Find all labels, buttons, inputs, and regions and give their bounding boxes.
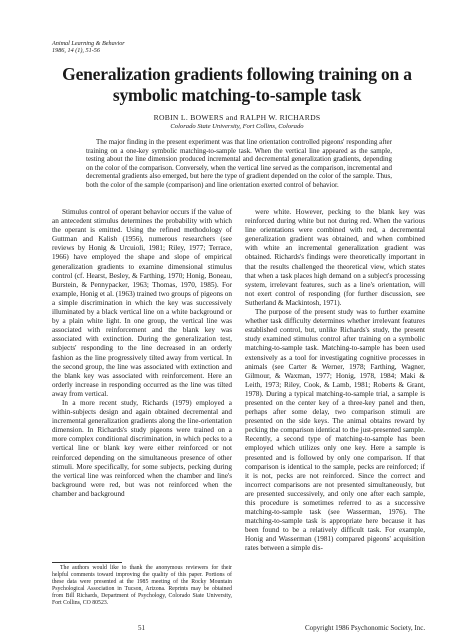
article-title: Generalization gradients following training on a symbolic matching-to-sample task	[62, 64, 412, 105]
page-number: 51	[138, 624, 145, 632]
journal-name: Animal Learning & Behavior	[52, 40, 125, 47]
footnote: The authors would like to thank the anonymous reviewers for their helpful comments toward improving the quality of this paper. Portions of these data were presented at the 1985 meeting of the Rocky Mountain Psychological Association in Tucson, Arizona. Reprints may be obtained from Bill Richards, Department of Psychology, Colorado State University, Fort Collins, CO 80523.	[52, 565, 232, 606]
journal-volume: 1986, 14 (1), 51-56	[52, 47, 100, 55]
footnote-divider	[52, 562, 122, 563]
body-paragraph: Stimulus control of operant behavior occurs if the value of an antecedent stimulus determines the probability with which the operant is emitted. Using the refined methodology of Guttman and Kalish (1956), numerous researchers (see reviews by Honig & Urcuioli, 1981; Riley, 1977; Terrace, 1966) have employed the shape and slope of empirical generalization gradients to examine dimensional stimulus control (cf. Hearst, Besley, & Farthing, 1970; Honig, Boneau, Burstein, & Pennypacker, 1963; Thomas, 1970, 1985). For example, Honig et al. (1963) trained two groups of pigeons on a simple discrimination in which the key was successively illuminated by a black vertical line on a white background or by a plain white light. In one group, the vertical line was associated with reinforcement and the blank key was associated with extinction. During the generalization test, subjects' responding to the line decreased in an orderly fashion as the line progressively tilted away from vertical. In the second group, the line was associated with extinction and the blank key was associated with reinforcement. Here an orderly increase in responding occurred as the line was tilted away from vertical.	[52, 208, 232, 398]
journal-citation	[52, 40, 125, 55]
author-affiliation: Colorado State University, Fort Collins, Colorado	[170, 123, 304, 130]
abstract: The major finding in the present experiment was that line orientation controlled pigeons' responding after training on a one-key symbolic matching-to-sample task. When the vertical line appeared as the sample, testing about the line dimension produced incremental and decremental generalization gradients, depending on the color of the comparison. Conversely, when the vertical line served as the comparison, incremental and decremental gradients also emerged, but here the type of gradient depended on the color of the sample. Thus, both the color of the sample (comparison) and line orientation exerted control of behavior.	[86, 138, 392, 189]
right-column	[245, 208, 425, 554]
copyright-notice: Copyright 1986 Psychonomic Society, Inc.	[305, 624, 426, 632]
left-column	[52, 208, 232, 499]
body-paragraph: In a more recent study, Richards (1979) employed a within-subjects design and again obtained decremental and incremental generalization gradients along the line-orientation dimension. In Richards's study pigeons were trained on a more complex conditional discrimination, in which pecks to a vertical line or blank key were either reinforced or not reinforced depending on the simultaneous presence of other stimuli. More specifically, for some subjects, pecking during the vertical line was reinforced when the chamber and line's background were red, but was not reinforced when the chamber and background	[52, 398, 232, 498]
article-authors: ROBIN L. BOWERS and RALPH W. RICHARDS	[153, 113, 321, 122]
body-paragraph: were white. However, pecking to the blank key was reinforced during white but not during red. When the various line orientations were combined with red, a decremental generalization gradient was obtained, and when combined with white an incremental generalization gradient was obtained. Richards's findings were theoretically important in that the results challenged the theoretical view, which states that when a task places high demand on a subject's processing system, irrelevant features, such as a line's orientation, will not exert control of responding (for further discussion, see Sutherland & Mackintosh, 1971).	[245, 208, 425, 307]
body-paragraph: The purpose of the present study was to further examine whether task difficulty determines whether irrelevant features established control, but, unlike Richards's study, the present study examined stimulus control after training on a symbolic matching-to-sample task. Matching-to-sample has been used extensively as a tool for investigating cognitive processes in animals (see Carter & Werner, 1978; Farthing, Wagner, Gilmour, & Waxman, 1977; Honig, 1978, 1984; Maki & Leith, 1973; Riley, Cook, & Lamb, 1981; Roberts & Grant, 1978). During a typical matching-to-sample trial, a sample is presented on the center key of a three-key panel and then, perhaps after some delay, two comparison stimuli are presented on the side keys. The animal obtains reward by pecking the comparison identical to the just-presented sample. Recently, a second type of matching-to-sample has been employed which utilizes only one key. Here a sample is presented and is followed by only one comparison. If that comparison is identical to the sample, pecks are reinforced; if it is not, pecks are not reinforced. Since the correct and incorrect comparisons are not presented simultaneously, but are presented successively, and only one after each sample, this procedure is sometimes referred to as a successive matching-to-sample task (see Wasserman, 1976). The matching-to-sample task is appropriate here because it has been found to be a relatively difficult task. For example, Honig and Wasserman (1981) compared pigeons' acquisition rates between a simple dis-	[245, 308, 425, 553]
